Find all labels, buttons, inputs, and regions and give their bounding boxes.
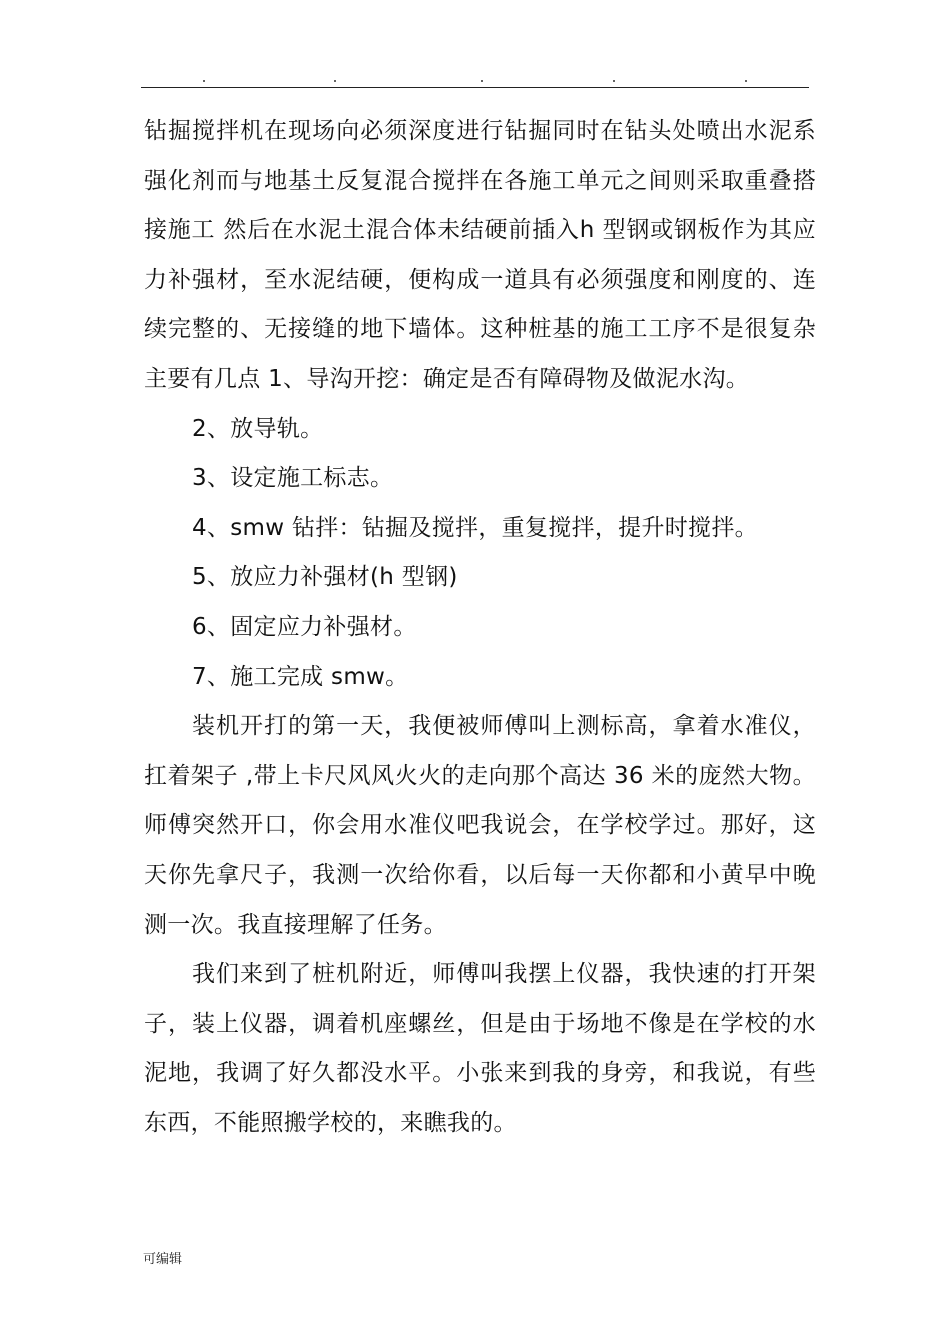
header-dot [481,80,483,82]
step-2: 2、放导轨。 [192,415,324,442]
paragraph-setup: 我们来到了桩机附近，师傅叫我摆上仪器，我快速的打开架子，装上仪器，调着机座螺丝，但是由于场地不像是在学校的水泥地，我调了好久都没水平。小张来到我的身旁，和我说，有些东西，不能照搬学校的，来瞧我的。 [144,961,816,1136]
footer-editable-note: 可编辑 [143,1252,183,1267]
step-5: 5、放应力补强材(h 型钢) [192,564,458,591]
header-dot [334,80,336,82]
header-rule [141,87,809,88]
header-dot [203,80,205,82]
header-dot [613,80,615,82]
step-4: 4、smw 钻拌：钻掘及搅拌，重复搅拌，提升时搅拌。 [192,514,758,541]
step-3: 3、设定施工标志。 [192,465,394,492]
paragraph-intro: 钻掘搅拌机在现场向必须深度进行钻掘同时在钻头处喷出水泥系强化剂而与地基土反复混合搅拌在各施工单元之间则采取重叠搭接施工 然后在水泥土混合体未结硬前插入h 型钢或钢板作为其应力补强材，至水泥结硬，便构成一道具有必须强度和刚度的、连续完整的、无接缝的地下墙体。这种桩基的施工工序不是很复杂主要有几点 1、导沟开挖：确定是否有障碍物及做泥水沟。 [144,118,816,392]
body-text [144,107,816,1148]
header-dot [745,80,747,82]
paragraph-first-day: 装机开打的第一天，我便被师傅叫上测标高，拿着水准仪，扛着架子 ,带上卡尺风风火火的走向那个高达 36 米的庞然大物。师傅突然开口，你会用水准仪吧我说会，在学校学过。那好，这天你先拿尺子，我测一次给你看，以后每一天你都和小黄早中晚测一次。我直接理解了任务。 [144,713,816,938]
step-7: 7、施工完成 smw。 [192,663,409,690]
step-6: 6、固定应力补强材。 [192,613,417,640]
